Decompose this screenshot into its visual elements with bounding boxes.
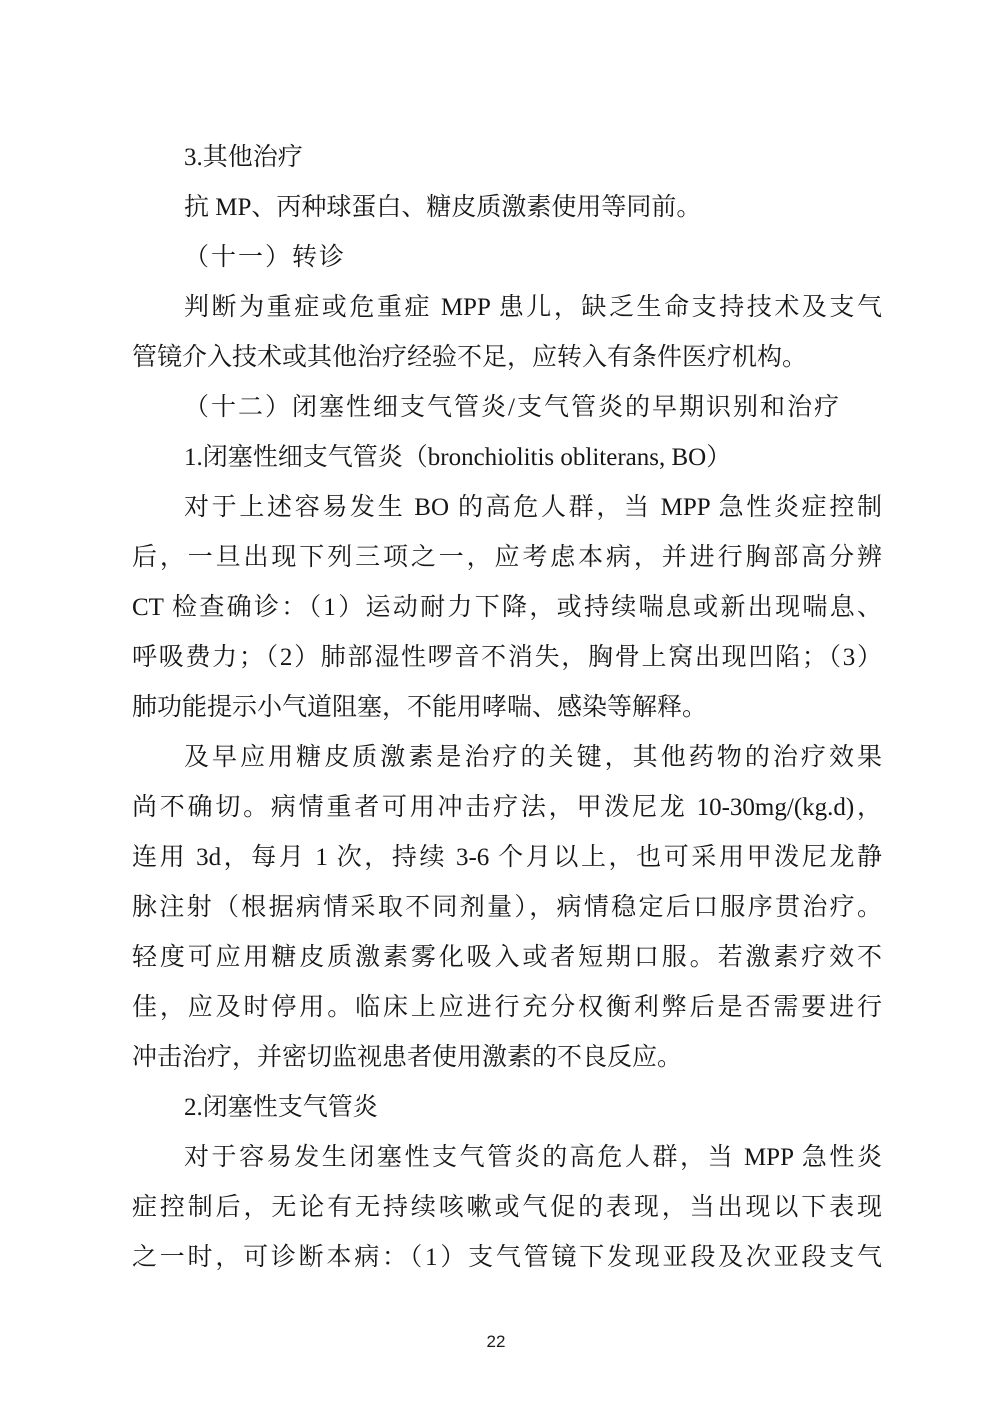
text-line: 及早应用糖皮质激素是治疗的关键，其他药物的治疗效果 [184,744,882,771]
text-line: 之一时，可诊断本病：（1）支气管镜下发现亚段及次亚段支气 [132,1244,882,1271]
text-line: 2.闭塞性支气管炎 [184,1094,378,1121]
text-line: 症控制后，无论有无持续咳嗽或气促的表现，当出现以下表现 [132,1194,882,1221]
text-line: 对于上述容易发生 BO 的高危人群，当 MPP 急性炎症控制 [184,494,882,521]
text-block [132,133,882,1283]
page-footer [0,1332,992,1352]
text-line: 轻度可应用糖皮质激素雾化吸入或者短期口服。若激素疗效不 [132,944,882,971]
text-line: 肺功能提示小气道阻塞，不能用哮喘、感染等解释。 [132,694,708,721]
text-line: （十一）转诊 [184,244,347,271]
text-line: 3.其他治疗 [184,144,303,171]
text-line: 后，一旦出现下列三项之一，应考虑本病，并进行胸部高分辨 [132,544,882,571]
text-line: （十二）闭塞性细支气管炎/支气管炎的早期识别和治疗 [184,394,841,421]
text-line: 连用 3d，每月 1 次，持续 3-6 个月以上，也可采用甲泼尼龙静 [132,844,882,871]
text-line: 呼吸费力；（2）肺部湿性啰音不消失，胸骨上窝出现凹陷；（3） [132,644,882,671]
text-line: CT 检查确诊：（1）运动耐力下降，或持续喘息或新出现喘息、 [132,594,882,621]
text-line: 1.闭塞性细支气管炎（bronchiolitis obliterans, BO） [184,444,732,471]
text-line: 抗 MP、丙种球蛋白、糖皮质激素使用等同前。 [184,194,702,221]
text-line: 对于容易发生闭塞性支气管炎的高危人群，当 MPP 急性炎 [184,1144,882,1171]
text-line: 判断为重症或危重症 MPP 患儿，缺乏生命支持技术及支气 [184,294,882,321]
text-line: 管镜介入技术或其他治疗经验不足，应转入有条件医疗机构。 [132,344,808,371]
text-line: 冲击治疗，并密切监视患者使用激素的不良反应。 [132,1044,683,1071]
text-line: 尚不确切。病情重者可用冲击疗法，甲泼尼龙 10-30mg/(kg.d)， [132,794,882,821]
page-number: 22 [486,1332,506,1351]
text-line: 脉注射（根据病情采取不同剂量），病情稳定后口服序贯治疗。 [132,894,882,921]
text-line: 佳，应及时停用。临床上应进行充分权衡利弊后是否需要进行 [132,994,882,1021]
